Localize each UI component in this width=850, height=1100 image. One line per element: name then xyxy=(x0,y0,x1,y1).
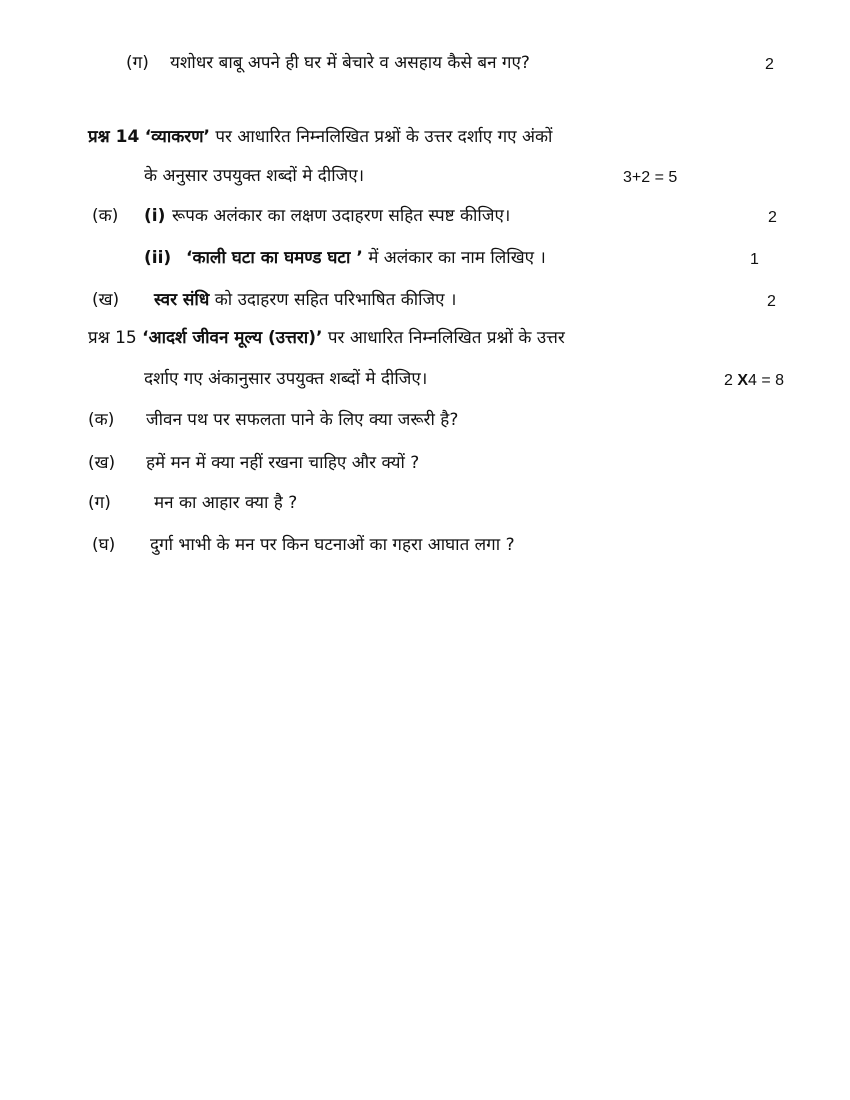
q13-g-label: (ग) xyxy=(126,53,149,73)
q15-marks xyxy=(724,369,784,393)
q14-ka-label: (क) xyxy=(92,206,119,226)
q15-item-ka-text: जीवन पथ पर सफलता पाने के लिए क्या जरूरी है? xyxy=(146,410,459,430)
q15-item-ka-label: (क) xyxy=(88,410,115,430)
q14-ka-ii-marks: 1 xyxy=(750,251,759,268)
q15-item-ga-text: मन का आहार क्या है ? xyxy=(154,493,298,513)
q13-g-marks: 2 xyxy=(765,56,774,73)
q15-topic: ‘आदर्श जीवन मूल्य (उत्तरा)’ xyxy=(142,328,323,348)
q14-marks: 3+2 = 5 xyxy=(623,169,678,186)
q14-ka-ii-text: में अलंकार का नाम लिखिए । xyxy=(368,248,546,268)
q14-kha-text: को उदाहरण सहित परिभाषित कीजिए । xyxy=(214,290,457,310)
q15-item-kha-text: हमें मन में क्या नहीं रखना चाहिए और क्यों ? xyxy=(146,453,420,473)
q14-ka-ii-quote: ‘काली घटा का घमण्ड घटा ’ xyxy=(186,248,363,268)
q14-line2: के अनुसार उपयुक्त शब्दों मे दीजिए। xyxy=(144,166,365,186)
q15-item-kha-label: (ख) xyxy=(88,453,116,473)
q15-line1-rest: पर आधारित निम्नलिखित प्रश्नों के उत्तर xyxy=(327,328,565,348)
q14-ka-i-label: (i) xyxy=(144,206,166,226)
q15-marks-a: 2 xyxy=(724,372,733,389)
q14-line1-rest: पर आधारित निम्नलिखित प्रश्नों के उत्तर दर्शाए गए अंकों xyxy=(215,127,553,147)
q15-item-ga-label: (ग) xyxy=(88,493,111,513)
q14-prefix: प्रश्न 14 xyxy=(88,127,140,147)
q15-item-gha-text: दुर्गा भाभी के मन पर किन घटनाओं का गहरा आघात लगा ? xyxy=(150,535,515,555)
q14-ka-ii-line xyxy=(186,246,546,270)
q15-marks-x: X xyxy=(737,372,749,389)
q15-prefix: प्रश्न 15 xyxy=(88,328,137,348)
q14-kha-line xyxy=(154,288,456,312)
q15-line2: दर्शाए गए अंकानुसार उपयुक्त शब्दों मे दीजिए। xyxy=(144,369,428,389)
q13-g-text: यशोधर बाबू अपने ही घर में बेचारे व असहाय कैसे बन गए? xyxy=(170,53,530,73)
q15-marks-b: 4 = 8 xyxy=(748,372,785,389)
q14-kha-marks: 2 xyxy=(767,293,776,310)
q15-header xyxy=(88,326,565,350)
q14-ka-ii-label: (ii) xyxy=(144,248,172,268)
q14-ka-i-text: रूपक अलंकार का लक्षण उदाहरण सहित स्पष्ट कीजिए। xyxy=(172,206,511,226)
q14-kha-bold: स्वर संधि xyxy=(154,290,210,310)
q14-ka-i-marks: 2 xyxy=(768,209,777,226)
q14-topic: ‘व्याकरण’ xyxy=(144,127,210,147)
q15-item-gha-label: (घ) xyxy=(92,535,116,555)
q14-header xyxy=(88,125,552,149)
q14-kha-label: (ख) xyxy=(92,290,120,310)
